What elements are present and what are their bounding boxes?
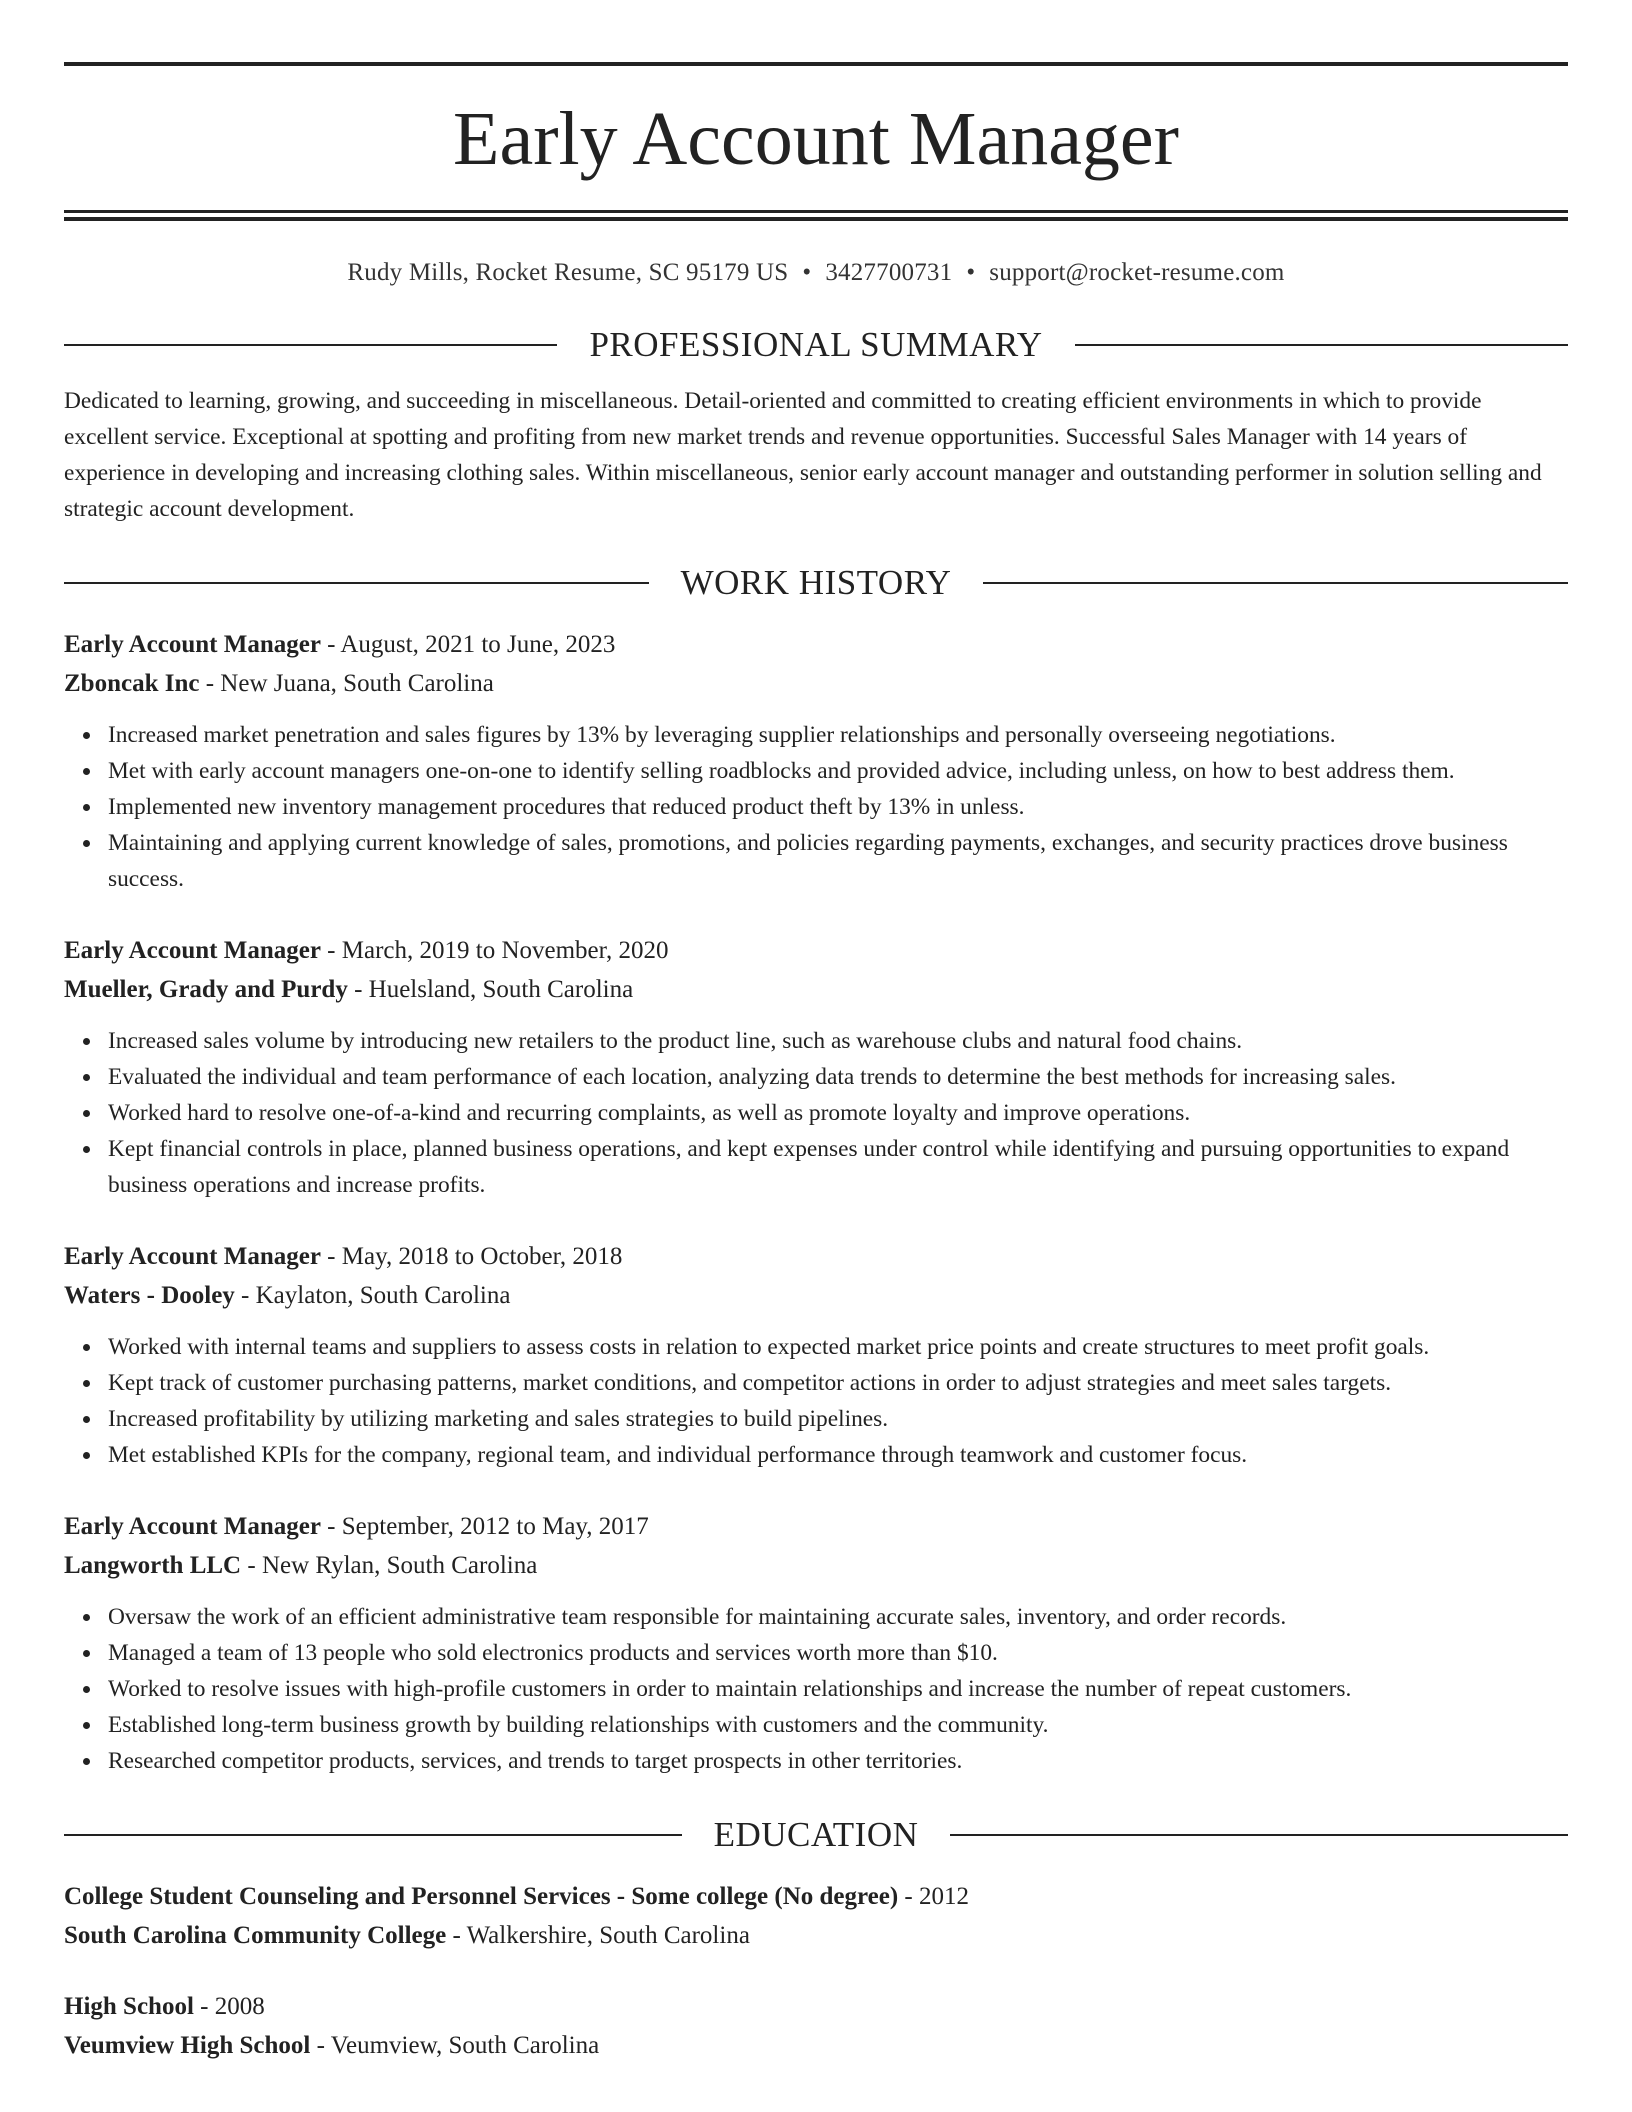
job-company: Waters - Dooley bbox=[64, 1282, 235, 1309]
education-school: South Carolina Community College bbox=[64, 1922, 447, 1949]
job-bullet: Implemented new inventory management procedures that reduced product theft by 13% in unless. bbox=[108, 789, 1568, 825]
contact-email: support@rocket-resume.com bbox=[989, 259, 1285, 286]
job-title: Early Account Manager bbox=[64, 631, 321, 658]
contact-line bbox=[64, 257, 1568, 289]
contact-address: Rudy Mills, Rocket Resume, SC 95179 US bbox=[347, 259, 789, 286]
contact-separator: • bbox=[966, 259, 976, 286]
heading-rule-right bbox=[1075, 344, 1568, 346]
education-school-line bbox=[64, 1916, 1568, 1955]
job-title-line bbox=[64, 625, 1568, 664]
title-double-rule bbox=[64, 210, 1568, 221]
job-dates: - May, 2018 to October, 2018 bbox=[320, 1243, 623, 1270]
education-degree: College Student Counseling and Personnel Services - Some college (No degree) bbox=[64, 1883, 899, 1910]
education-entry bbox=[64, 1877, 1568, 1955]
job-entry bbox=[64, 1237, 1568, 1473]
job-company: Langworth LLC bbox=[64, 1552, 242, 1579]
job-location: - New Juana, South Carolina bbox=[199, 670, 494, 697]
job-bullet: Researched competitor products, services, and trends to target prospects in other territories. bbox=[108, 1743, 1568, 1779]
job-company-line bbox=[64, 1276, 1568, 1315]
job-company-line bbox=[64, 970, 1568, 1009]
heading-rule-left bbox=[64, 344, 557, 346]
education-school-line bbox=[64, 2026, 1568, 2065]
job-bullets bbox=[64, 1329, 1568, 1473]
education-entry bbox=[64, 1987, 1568, 2065]
summary-heading bbox=[64, 323, 1568, 367]
job-bullet: Met with early account managers one-on-one to identify selling roadblocks and provided advice, including unless, on how to best address them. bbox=[108, 753, 1568, 789]
job-bullet: Maintaining and applying current knowledge of sales, promotions, and policies regarding payments, exchanges, and security practices drove business success. bbox=[108, 825, 1568, 897]
job-bullet: Kept track of customer purchasing patterns, market conditions, and competitor actions in order to adjust strategies and meet sales targets. bbox=[108, 1365, 1568, 1401]
job-bullet: Managed a team of 13 people who sold electronics products and services worth more than $10. bbox=[108, 1635, 1568, 1671]
job-bullet: Established long-term business growth by building relationships with customers and the community. bbox=[108, 1707, 1568, 1743]
job-title: Early Account Manager bbox=[64, 1243, 321, 1270]
job-title: Early Account Manager bbox=[64, 937, 321, 964]
summary-heading-label: PROFESSIONAL SUMMARY bbox=[589, 325, 1043, 364]
contact-phone: 3427700731 bbox=[825, 259, 953, 286]
summary-text: Dedicated to learning, growing, and succeeding in miscellaneous. Detail-oriented and committed to creating efficient environments in which to provide excellent service. Exceptional at spotting and profiting from new market trends and revenue opportunities. Successful Sales Manager with 14 years of experience in developing and increasing clothing sales. Within miscellaneous, senior early account manager and outstanding performer in solution selling and strategic account development. bbox=[64, 388, 1542, 522]
work-history-heading bbox=[64, 561, 1568, 605]
job-bullet: Kept financial controls in place, planned business operations, and kept expenses under control while identifying and pursuing opportunities to expand business operations and increase profits. bbox=[108, 1131, 1568, 1203]
job-bullet: Met established KPIs for the company, regional team, and individual performance through teamwork and customer focus. bbox=[108, 1437, 1568, 1473]
education-heading bbox=[64, 1813, 1568, 1857]
job-title-line bbox=[64, 1237, 1568, 1276]
job-title: Early Account Manager bbox=[64, 1513, 321, 1540]
education-location: - Walkershire, South Carolina bbox=[446, 1922, 750, 1949]
job-dates: - September, 2012 to May, 2017 bbox=[320, 1513, 649, 1540]
education-location: - Veumview, South Carolina bbox=[310, 2032, 600, 2059]
job-company: Mueller, Grady and Purdy bbox=[64, 976, 348, 1003]
job-bullet: Increased profitability by utilizing marketing and sales strategies to build pipelines. bbox=[108, 1401, 1568, 1437]
education-degree-line bbox=[64, 1877, 1568, 1916]
heading-rule-right bbox=[950, 1834, 1568, 1836]
job-bullet: Increased sales volume by introducing new retailers to the product line, such as warehouse clubs and natural food chains. bbox=[108, 1023, 1568, 1059]
job-bullet: Evaluated the individual and team performance of each location, analyzing data trends to determine the best methods for increasing sales. bbox=[108, 1059, 1568, 1095]
job-title-line bbox=[64, 1507, 1568, 1546]
job-title-line bbox=[64, 931, 1568, 970]
heading-rule-right bbox=[983, 582, 1568, 584]
job-location: - Huelsland, South Carolina bbox=[347, 976, 634, 1003]
job-dates: - March, 2019 to November, 2020 bbox=[320, 937, 669, 964]
heading-rule-left bbox=[64, 582, 649, 584]
job-company: Zboncak Inc bbox=[64, 670, 200, 697]
resume-page bbox=[64, 62, 1568, 2065]
page-title: Early Account Manager bbox=[453, 97, 1179, 181]
job-entry bbox=[64, 625, 1568, 897]
education-degree-line bbox=[64, 1987, 1568, 2026]
job-bullet: Oversaw the work of an efficient administrative team responsible for maintaining accurate sales, inventory, and order records. bbox=[108, 1599, 1568, 1635]
job-entry bbox=[64, 931, 1568, 1203]
job-bullet: Worked to resolve issues with high-profile customers in order to maintain relationships and increase the number of repeat customers. bbox=[108, 1671, 1568, 1707]
education-year: - 2012 bbox=[898, 1883, 969, 1910]
job-company-line bbox=[64, 1546, 1568, 1585]
education-school: Veumview High School bbox=[64, 2032, 311, 2059]
education-heading-label: EDUCATION bbox=[713, 1815, 919, 1854]
job-dates: - August, 2021 to June, 2023 bbox=[320, 631, 616, 658]
job-bullet: Increased market penetration and sales figures by 13% by leveraging supplier relationships and personally overseeing negotiations. bbox=[108, 717, 1568, 753]
job-entry bbox=[64, 1507, 1568, 1779]
job-bullet: Worked hard to resolve one-of-a-kind and recurring complaints, as well as promote loyalty and improve operations. bbox=[108, 1095, 1568, 1131]
education-degree: High School bbox=[64, 1993, 194, 2020]
top-rule bbox=[64, 62, 1568, 66]
job-bullets bbox=[64, 717, 1568, 897]
job-bullet: Worked with internal teams and suppliers to assess costs in relation to expected market price points and create structures to meet profit goals. bbox=[108, 1329, 1568, 1365]
education-year: - 2008 bbox=[193, 1993, 265, 2020]
heading-rule-left bbox=[64, 1834, 682, 1836]
job-bullets bbox=[64, 1023, 1568, 1203]
work-history-heading-label: WORK HISTORY bbox=[680, 563, 952, 602]
job-location: - New Rylan, South Carolina bbox=[241, 1552, 538, 1579]
job-bullets bbox=[64, 1599, 1568, 1779]
job-location: - Kaylaton, South Carolina bbox=[234, 1282, 511, 1309]
job-company-line bbox=[64, 664, 1568, 703]
contact-separator: • bbox=[802, 259, 812, 286]
